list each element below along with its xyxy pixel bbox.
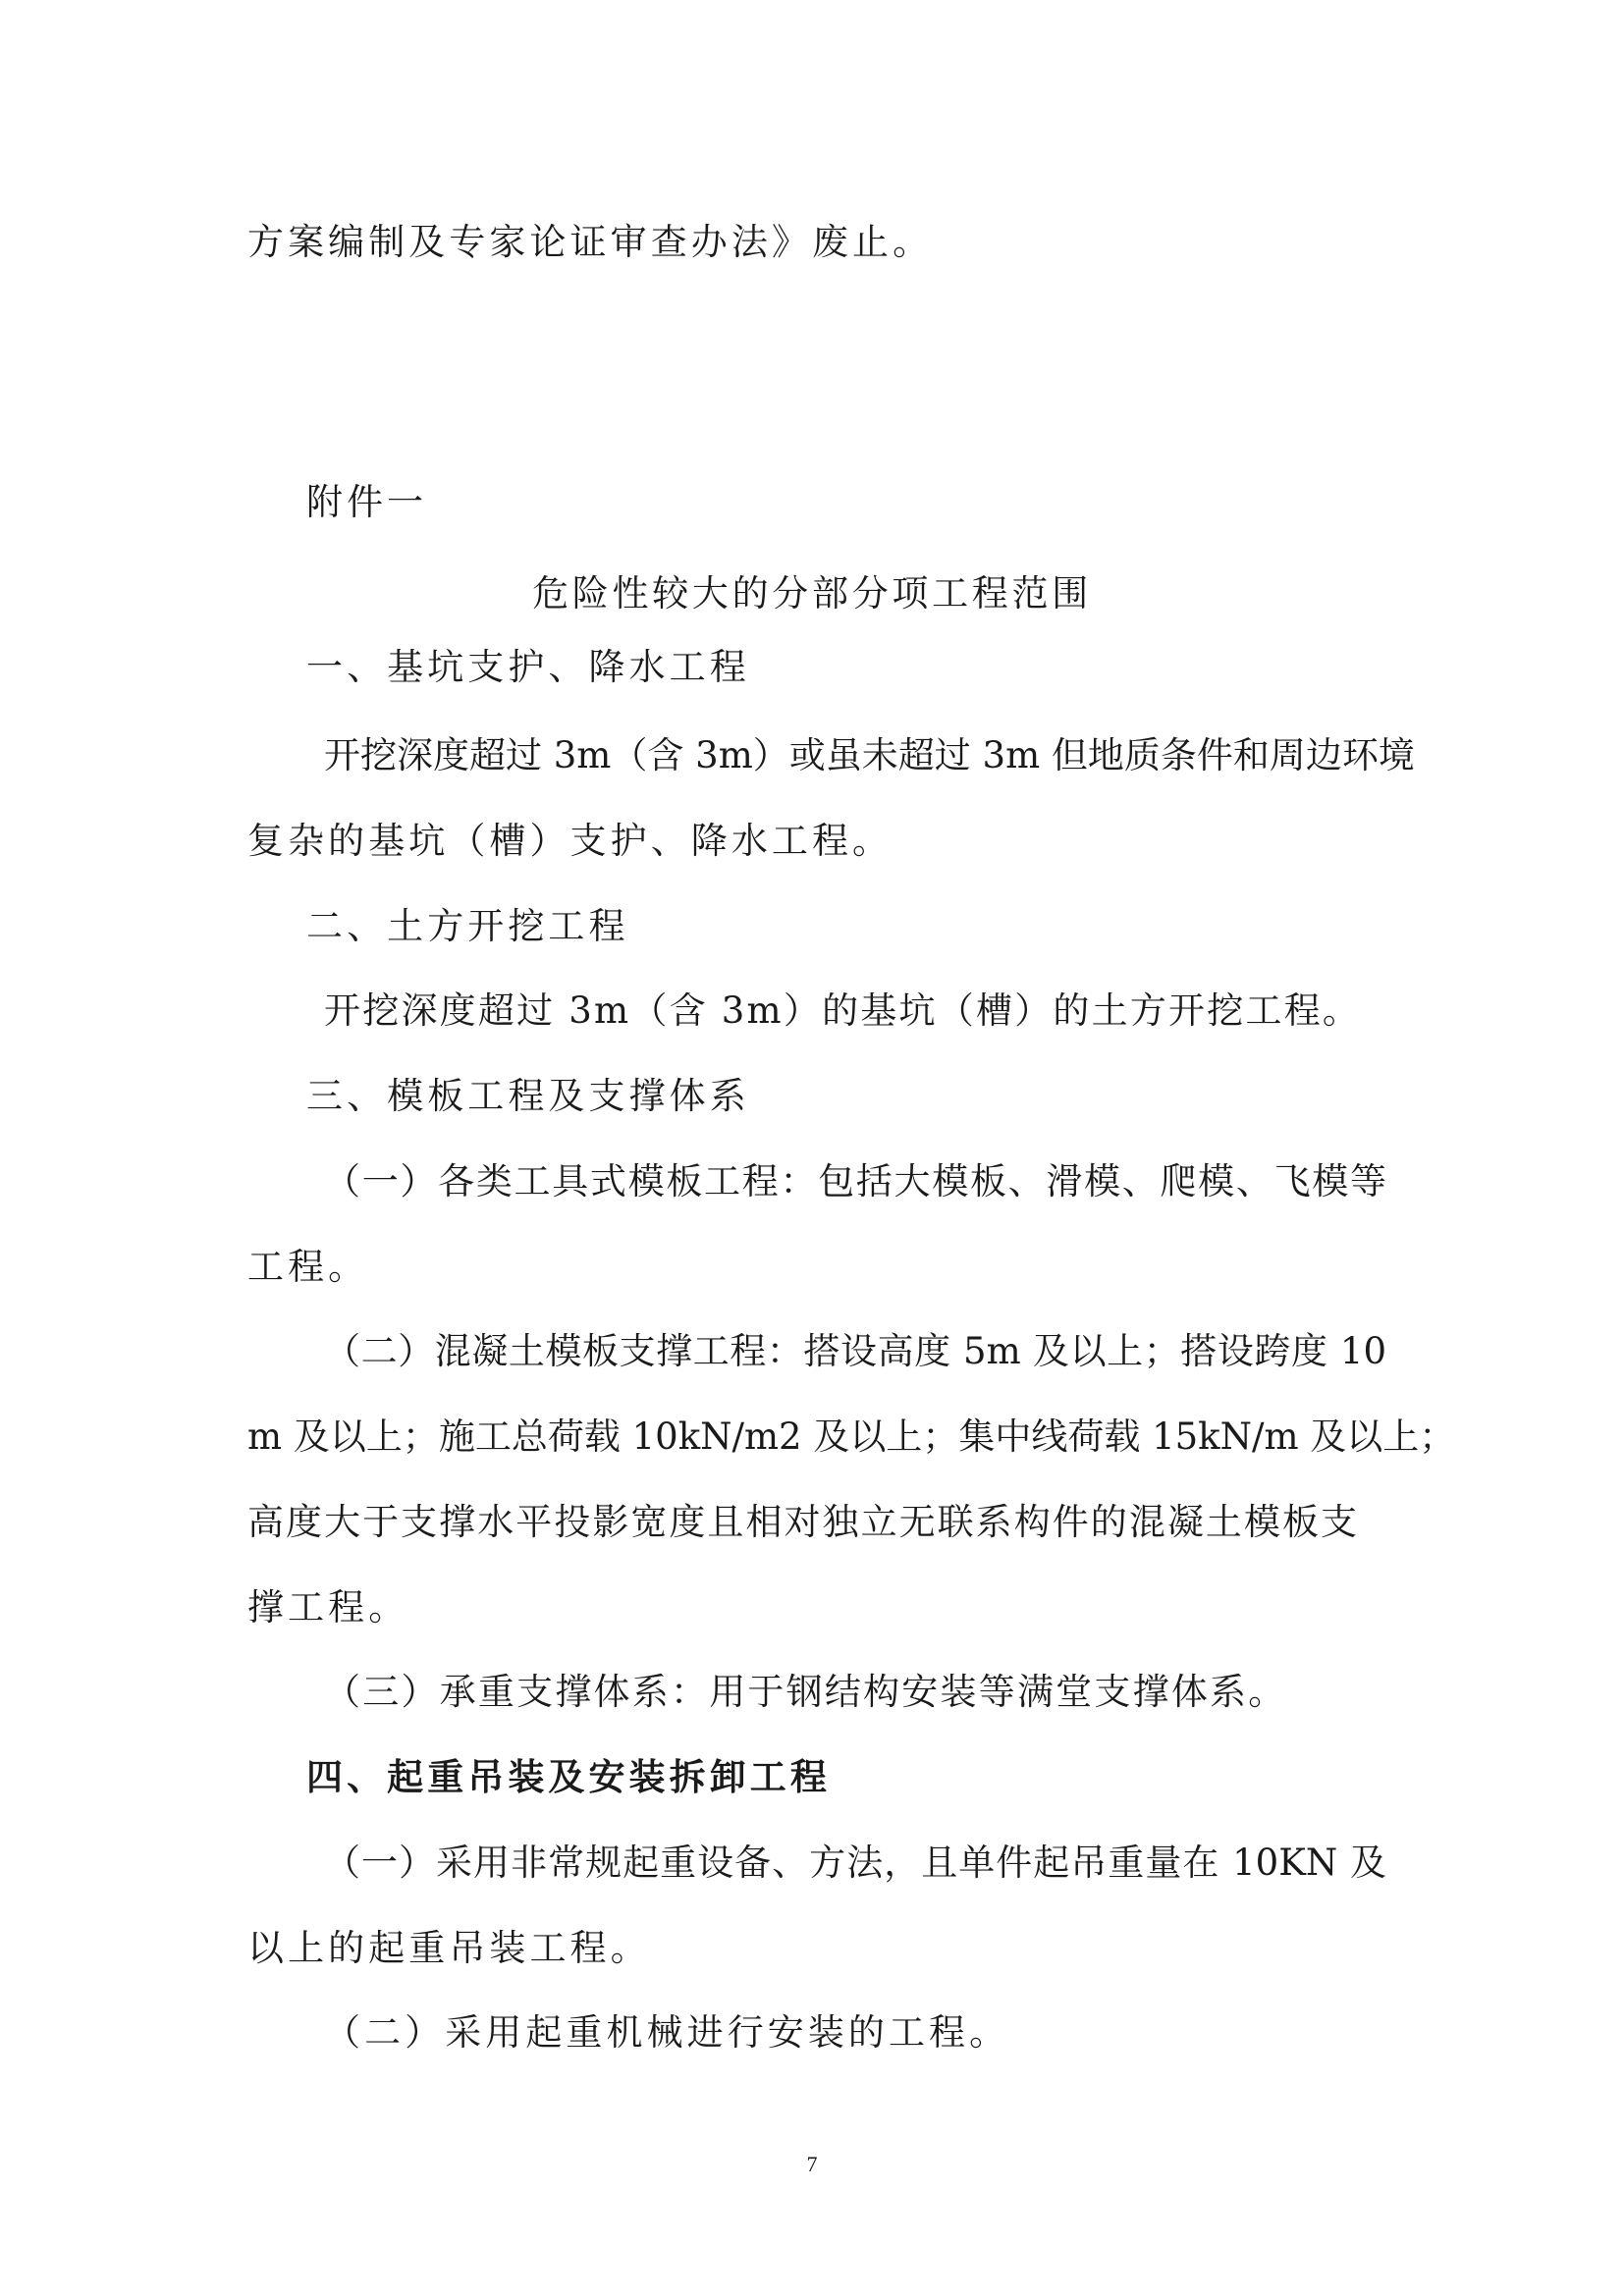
section-3-item-2-line-3: 高度大于支撑水平投影宽度且相对独立无联系构件的混凝土模板支 [247, 1501, 1357, 1543]
section-4-item-1-line-1: （一）采用非常规起重设备、方法，且单件起吊重量在 10KN 及 [324, 1842, 1386, 1884]
section-1-paragraph-line-2: 复杂的基坑（槽）支护、降水工程。 [247, 820, 893, 862]
section-3-item-1-line-2: 工程。 [247, 1246, 369, 1288]
attachment-label: 附件一 [306, 481, 428, 523]
section-3-item-3: （三）承重支撑体系：用于钢结构安装等满堂支撑体系。 [324, 1671, 1287, 1713]
section-4-item-1-line-2: 以上的起重吊装工程。 [247, 1927, 651, 1969]
section-3-item-2-line-1: （二）混凝土模板支撑工程：搭设高度 5m 及以上；搭设跨度 10 [324, 1330, 1386, 1372]
section-1-paragraph-line-1: 开挖深度超过 3m（含 3m）或虽未超过 3m 但地质条件和周边环境 [324, 734, 1415, 776]
continuation-line: 方案编制及专家论证审查办法》废止。 [247, 221, 934, 263]
section-3-item-1-line-1: （一）各类工具式模板工程：包括大模板、滑模、爬模、飞模等 [324, 1160, 1386, 1202]
section-2-heading: 二、土方开挖工程 [306, 905, 629, 947]
section-1-heading: 一、基坑支护、降水工程 [306, 646, 750, 688]
section-4-item-2: （二）采用起重机械进行安装的工程。 [324, 2011, 1010, 2054]
section-3-item-2-line-2: m 及以上；施工总荷载 10kN/m2 及以上；集中线荷载 15kN/m 及以上； [247, 1415, 1456, 1458]
section-3-heading: 三、模板工程及支撑体系 [306, 1075, 750, 1117]
page-number: 7 [806, 2152, 818, 2176]
section-4-heading: 四、起重吊装及安装拆卸工程 [306, 1755, 831, 1798]
document-title: 危险性较大的分部分项工程范围 [532, 572, 1092, 614]
section-3-item-2-line-4: 撑工程。 [247, 1586, 409, 1629]
section-2-paragraph: 开挖深度超过 3m（含 3m）的基坑（槽）的土方开挖工程。 [324, 989, 1362, 1032]
